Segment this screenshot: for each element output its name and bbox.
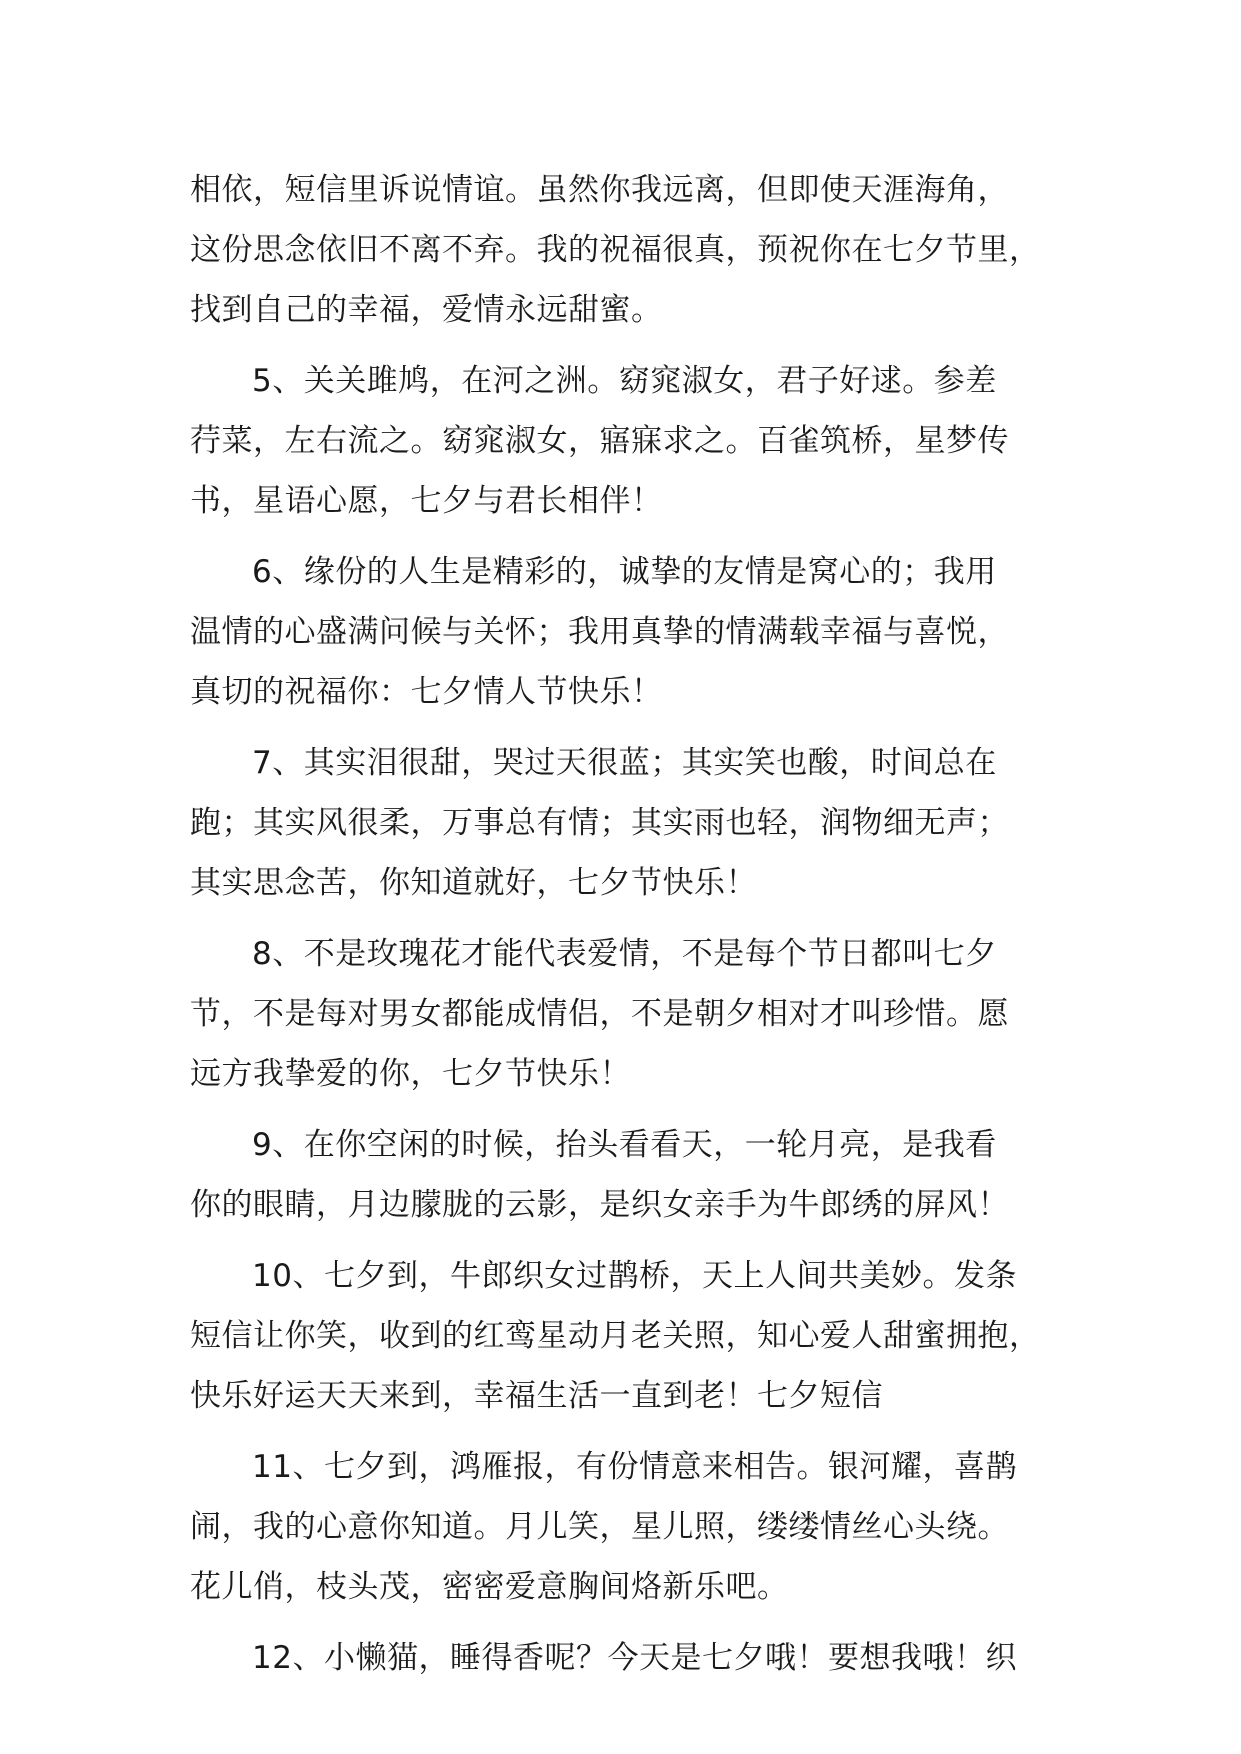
paragraph-spacer (190, 913, 1070, 924)
document-body (190, 160, 1070, 1688)
paragraph-spacer (190, 1426, 1070, 1437)
text-line: 快乐好运天天来到，幸福生活一直到老！七夕短信 (190, 1378, 883, 1414)
paragraph (190, 351, 1070, 531)
paragraph (190, 1115, 1070, 1235)
text-line: 7、其实泪很甜，哭过天很蓝；其实笑也酸，时间总在 (252, 745, 997, 781)
text-line: 闹，我的心意你知道。月儿笑，星儿照，缕缕情丝心头绕。 (190, 1509, 1009, 1545)
text-line: 这份思念依旧不离不弃。我的祝福很真，预祝你在七夕节里， (190, 232, 1041, 268)
paragraph-spacer (190, 1104, 1070, 1115)
text-line: 短信让你笑，收到的红鸾星动月老关照，知心爱人甜蜜拥抱， (190, 1318, 1041, 1354)
paragraph (190, 1628, 1070, 1688)
paragraph (190, 160, 1070, 340)
text-line: 找到自己的幸福，爱情永远甜蜜。 (190, 292, 663, 328)
text-line: 其实思念苦，你知道就好，七夕节快乐！ (190, 865, 757, 901)
text-line: 11、七夕到，鸿雁报，有份情意来相告。银河耀，喜鹊 (252, 1449, 1017, 1485)
text-line: 花儿俏，枝头茂，密密爱意胸间烙新乐吧。 (190, 1569, 789, 1605)
text-line: 10、七夕到，牛郎织女过鹊桥，天上人间共美妙。发条 (252, 1258, 1017, 1294)
paragraph (190, 733, 1070, 913)
paragraph-spacer (190, 722, 1070, 733)
paragraph (190, 924, 1070, 1104)
paragraph (190, 1246, 1070, 1426)
text-line: 12、小懒猫，睡得香呢？今天是七夕哦！要想我哦！织 (252, 1640, 1017, 1676)
text-line: 相依，短信里诉说情谊。虽然你我远离，但即使天涯海角， (190, 172, 1009, 208)
paragraph (190, 542, 1070, 722)
text-line: 荇菜，左右流之。窈窕淑女，寤寐求之。百雀筑桥，星梦传 (190, 423, 1009, 459)
text-line: 8、不是玫瑰花才能代表爱情，不是每个节日都叫七夕 (252, 936, 997, 972)
text-line: 5、关关雎鸠，在河之洲。窈窕淑女，君子好逑。参差 (252, 363, 997, 399)
text-line: 跑；其实风很柔，万事总有情；其实雨也轻，润物细无声； (190, 805, 1009, 841)
paragraph-spacer (190, 531, 1070, 542)
text-line: 你的眼睛，月边朦胧的云影，是织女亲手为牛郎绣的屏风！ (190, 1187, 1009, 1223)
paragraph-spacer (190, 340, 1070, 351)
text-line: 温情的心盛满问候与关怀；我用真挚的情满载幸福与喜悦， (190, 614, 1009, 650)
paragraph-spacer (190, 1235, 1070, 1246)
text-line: 6、缘份的人生是精彩的，诚挚的友情是窝心的；我用 (252, 554, 997, 590)
paragraph (190, 1437, 1070, 1617)
text-line: 9、在你空闲的时候，抬头看看天，一轮月亮，是我看 (252, 1127, 997, 1163)
text-line: 远方我挚爱的你，七夕节快乐！ (190, 1056, 631, 1092)
text-line: 书，星语心愿，七夕与君长相伴！ (190, 483, 663, 519)
text-line: 真切的祝福你：七夕情人节快乐！ (190, 674, 663, 710)
paragraph-spacer (190, 1617, 1070, 1628)
text-line: 节，不是每对男女都能成情侣，不是朝夕相对才叫珍惜。愿 (190, 996, 1009, 1032)
